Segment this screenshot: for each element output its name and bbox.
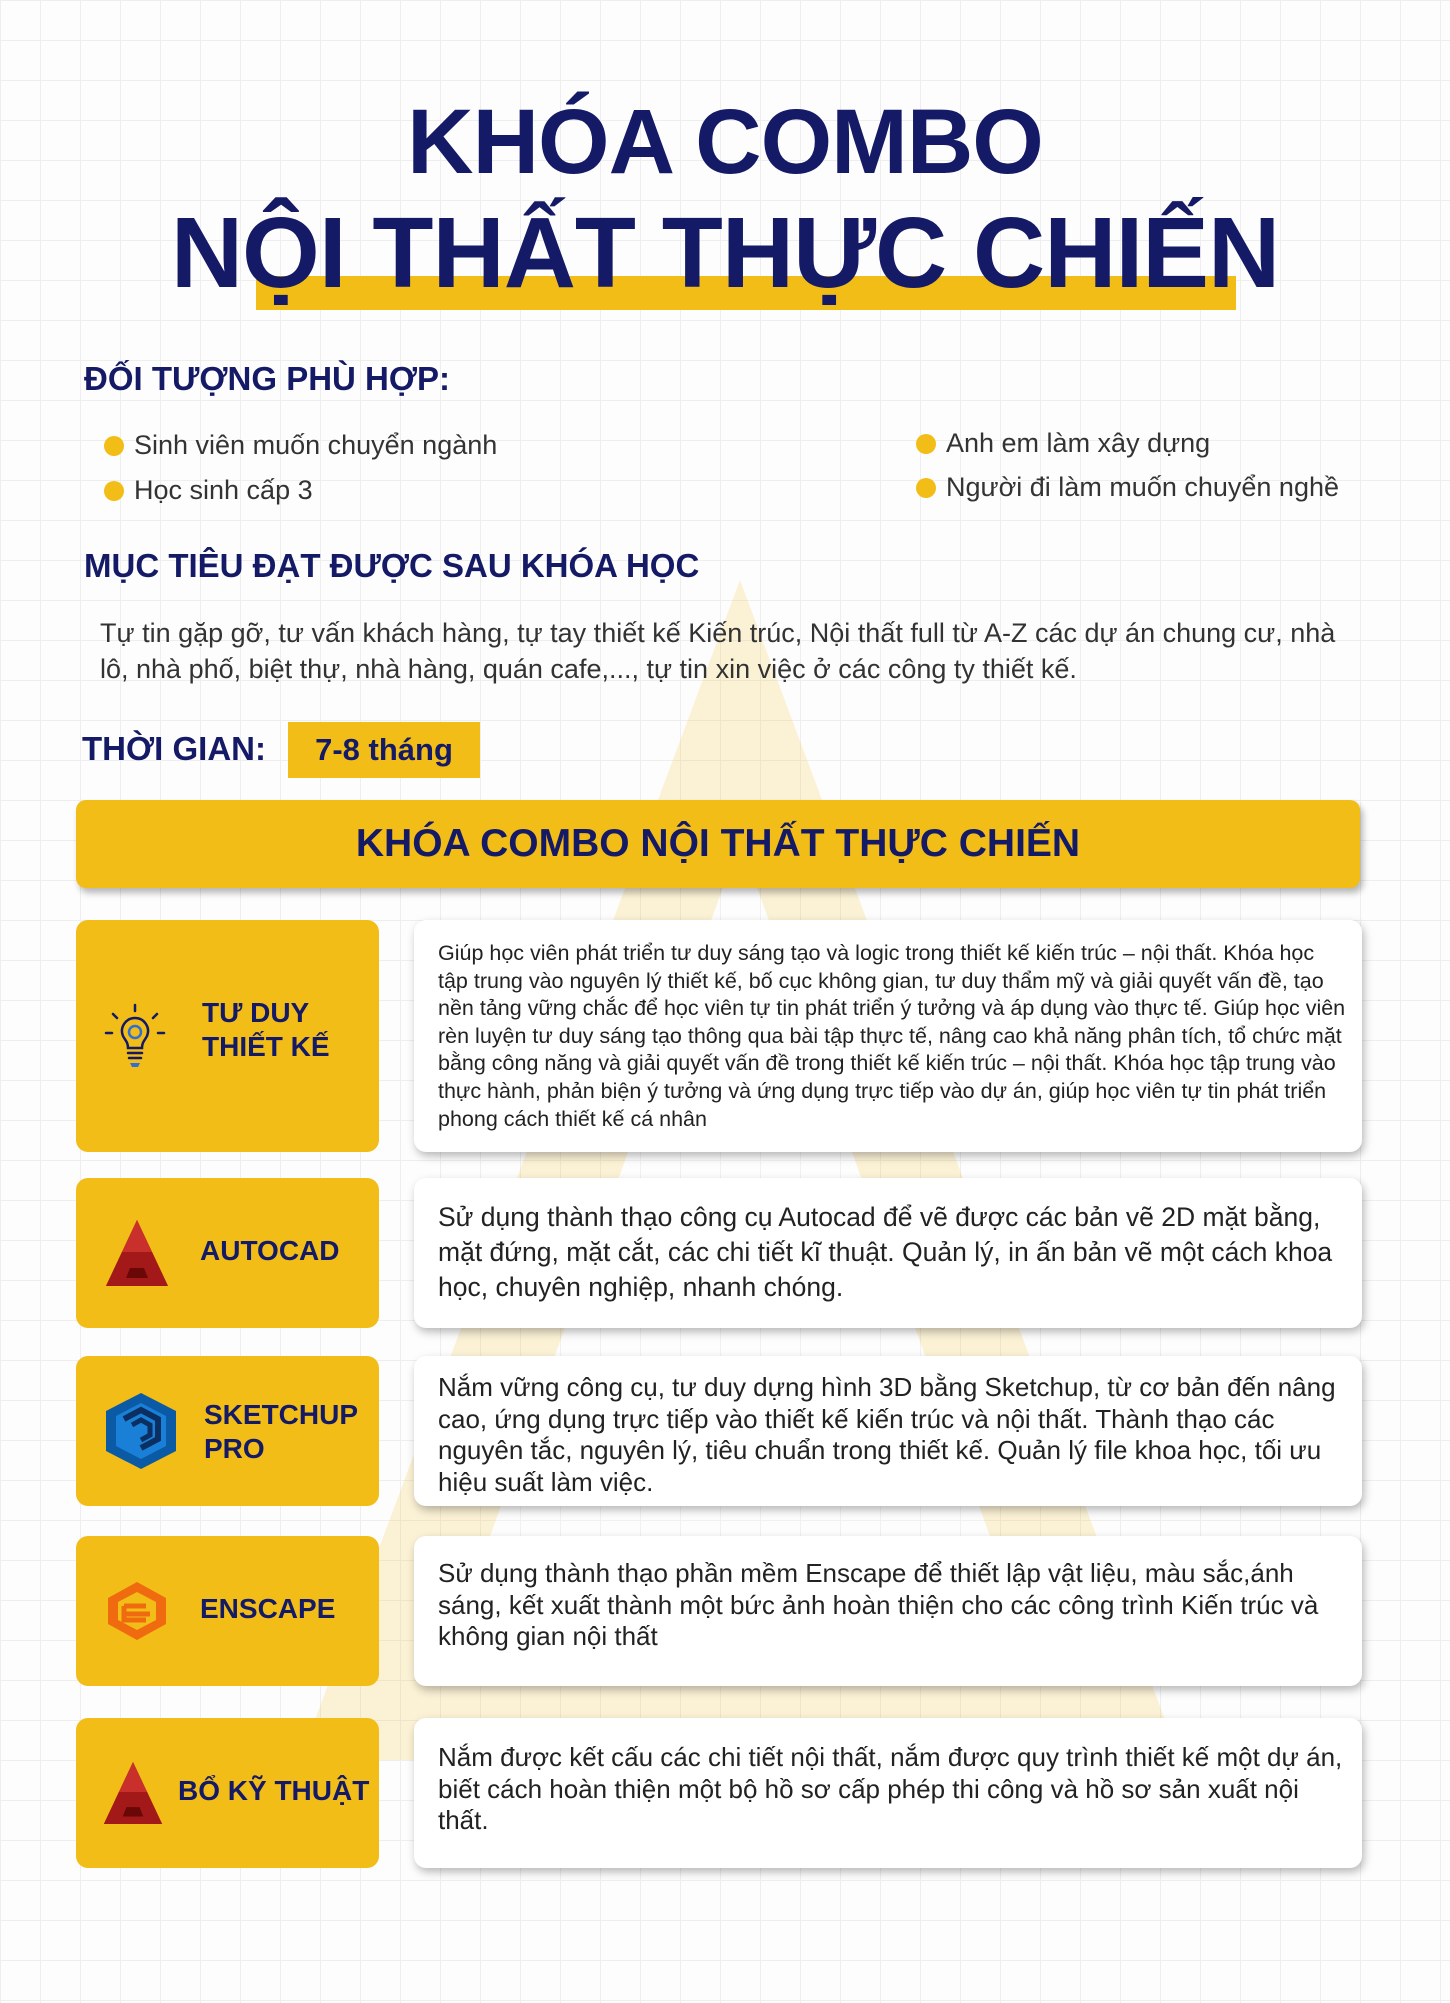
autocad-logo-icon: [102, 1759, 164, 1827]
module-description: Nắm được kết cấu các chi tiết nội thất, nắm được quy trình thiết kế một dự án, biết cách hoàn thiện một bộ hồ sơ cấp phép thi công và hồ sơ sản xuất nội thất.: [438, 1742, 1343, 1835]
bullet-dot-icon: [104, 481, 124, 501]
module-tile-enscape: [76, 1536, 379, 1686]
lightbulb-gear-icon: [104, 1003, 166, 1069]
module-card-enscape: [414, 1536, 1362, 1686]
audience-item: Anh em làm xây dựng: [916, 428, 1210, 459]
module-description: Giúp học viên phát triển tư duy sáng tạo và logic trong thiết kế kiến trúc – nội thất. Khóa học tập trung vào nguyên lý thiết kế, bố cục không gian, tư duy thẩm mỹ và giải quyết vấn đề, tạo nền tảng vững chắc để học viên tự tin phát triển ý tưởng và áp dụng vào thực tế. Giúp học viên rèn luyện tư duy sáng tạo thông qua bài tập thực tế, nâng cao khả năng phân tích, tổ chức mặt bằng công năng và giải quyết vấn đề trong thiết kế kiến trúc – nội thất. Khóa học tập trung vào thực hành, phản biện ý tưởng và ứng dụng trực tiếp vào dự án, giúp học viên tự tin phát triển phong cách thiết kế cá nhân: [438, 941, 1346, 1131]
module-title: BỔ KỸ THUẬT: [178, 1775, 370, 1806]
module-description: Sử dụng thành thạo phần mềm Enscape để thiết lập vật liệu, màu sắc,ánh sáng, kết xuất thành một bức ảnh hoàn thiện cho các công trình Kiến trúc và không gian nội thất: [438, 1558, 1319, 1651]
audience-item: Sinh viên muốn chuyển ngành: [104, 430, 497, 461]
page-title-line1: KHÓA COMBO: [407, 91, 1043, 193]
module-tile-design-thinking: [76, 920, 379, 1152]
module-tile-technical: [76, 1718, 379, 1868]
goal-text: Tự tin gặp gỡ, tư vấn khách hàng, tự tay thiết kế Kiến trúc, Nội thất full từ A-Z các dự án chung cư, nhà lô, nhà phố, biệt thự, nhà hàng, quán cafe,..., tự tin xin việc ở các công ty thiết kế.: [100, 618, 1336, 684]
module-title: PRO: [204, 1433, 265, 1464]
audience-item: Học sinh cấp 3: [104, 475, 313, 506]
module-card-design-thinking: [414, 920, 1362, 1152]
module-card-autocad: [414, 1178, 1362, 1328]
bullet-dot-icon: [916, 434, 936, 454]
module-description: Nắm vững công cụ, tư duy dựng hình 3D bằng Sketchup, từ cơ bản đến nâng cao, ứng dụng trực tiếp vào thiết kế kiến trúc và nội thất. Thành thạo các nguyên tắc, nguyên lý, tiêu chuẩn trong thiết kế. Quản lý file khoa học, tối ưu hiệu suất làm việc.: [438, 1372, 1336, 1497]
module-title: AUTOCAD: [200, 1235, 340, 1266]
page-title-line2: NỘI THẤT THỰC CHIẾN: [170, 197, 1280, 309]
module-card-sketchup: [414, 1356, 1362, 1506]
module-card-technical: [414, 1718, 1362, 1868]
bullet-dot-icon: [104, 436, 124, 456]
module-title: ENSCAPE: [200, 1593, 336, 1624]
audience-heading: ĐỐI TƯỢNG PHÙ HỢP:: [84, 360, 451, 397]
module-title: SKETCHUP: [204, 1399, 359, 1430]
duration-value: 7-8 tháng: [288, 722, 480, 778]
sketchup-logo-icon: [104, 1391, 178, 1471]
module-tile-autocad: [76, 1178, 379, 1328]
module-tile-sketchup: [76, 1356, 379, 1506]
module-title: THIẾT KẾ: [202, 1031, 330, 1062]
module-title: TƯ DUY: [202, 997, 310, 1028]
bullet-dot-icon: [916, 478, 936, 498]
module-description: Sử dụng thành thạo công cụ Autocad để vẽ được các bản vẽ 2D mặt bằng, mặt đứng, mặt cắt, các chi tiết kĩ thuật. Quản lý, in ấn bản vẽ một cách khoa học, chuyên nghiệp, nhanh chóng.: [438, 1202, 1333, 1302]
course-banner: KHÓA COMBO NỘI THẤT THỰC CHIẾN: [76, 800, 1360, 888]
audience-item: Người đi làm muốn chuyển nghề: [916, 472, 1339, 503]
enscape-logo-icon: [104, 1578, 170, 1644]
goal-heading: MỤC TIÊU ĐẠT ĐƯỢC SAU KHÓA HỌC: [84, 547, 700, 584]
duration-label: THỜI GIAN:: [82, 730, 266, 767]
autocad-logo-icon: [104, 1218, 170, 1288]
